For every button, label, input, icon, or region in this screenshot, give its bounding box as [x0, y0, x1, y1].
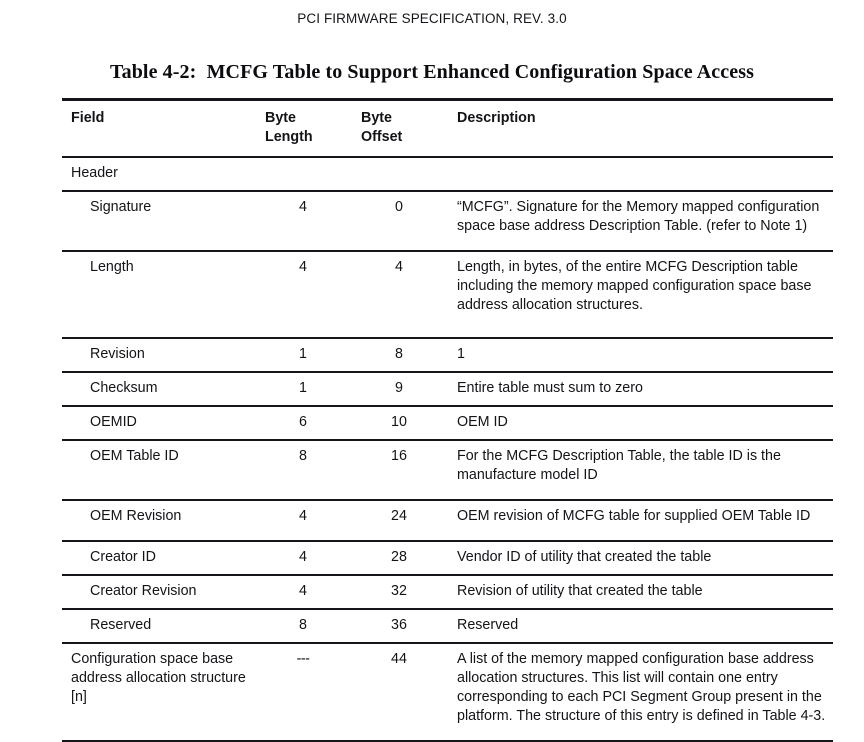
cell-description: [447, 643, 833, 741]
field-name: Signature: [90, 199, 152, 215]
byte-offset-value: 8: [395, 346, 403, 362]
table-row: [62, 541, 833, 575]
byte-length-value: 4: [299, 583, 307, 599]
description-text: Vendor ID of utility that created the table: [457, 549, 712, 565]
column-header-byte-length-line2: Length: [265, 129, 313, 145]
cell-byte-length: [255, 609, 351, 643]
cell-byte-length: [255, 643, 351, 741]
cell-byte-offset: [351, 643, 447, 741]
table-row: [62, 500, 833, 541]
cell-field: [62, 500, 255, 541]
cell-field: [62, 406, 255, 440]
byte-offset-value: 24: [391, 508, 407, 524]
byte-offset-value: 32: [391, 583, 407, 599]
description-text: OEM ID: [457, 414, 508, 430]
cell-field: [62, 251, 255, 338]
cell-byte-offset: [351, 251, 447, 338]
table-row: [62, 191, 833, 251]
table-row: [62, 440, 833, 500]
cell-byte-length: [255, 575, 351, 609]
field-name: Header: [71, 165, 118, 181]
cell-description: [447, 541, 833, 575]
document-running-head: PCI FIRMWARE SPECIFICATION, REV. 3.0: [297, 11, 567, 26]
field-name: Length: [90, 259, 134, 275]
description-text: OEM revision of MCFG table for supplied OEM Table ID: [457, 508, 811, 524]
table-body: [62, 157, 833, 741]
cell-description: [447, 372, 833, 406]
field-name: OEM Revision: [90, 508, 182, 524]
table-row: [62, 251, 833, 338]
table-caption: Table 4-2: MCFG Table to Support Enhanced Configuration Space Access: [109, 61, 754, 83]
cell-byte-offset: [351, 609, 447, 643]
cell-description: [447, 609, 833, 643]
cell-byte-length: [255, 500, 351, 541]
column-header-byte-offset: [351, 101, 447, 157]
cell-byte-length: [255, 157, 351, 191]
byte-length-value: ---: [296, 651, 310, 667]
description-text: A list of the memory mapped configuration base address allocation structures. This list will contain one entry corresponding to each PCI Segment Group present in the platform. The structure of this entry is defined in Table 4-3.: [457, 651, 826, 724]
column-header-byte-length: [255, 101, 351, 157]
column-header-byte-offset-line2: Offset: [361, 129, 403, 145]
byte-length-value: 4: [299, 199, 307, 215]
cell-byte-length: [255, 191, 351, 251]
cell-field: [62, 541, 255, 575]
column-header-field: [62, 101, 255, 157]
field-name: Checksum: [90, 380, 158, 396]
cell-description: [447, 251, 833, 338]
byte-length-value: 4: [299, 508, 307, 524]
column-header-byte-offset-line1: Byte: [361, 110, 392, 126]
mcfg-table: [62, 101, 833, 742]
byte-offset-value: 28: [391, 549, 407, 565]
column-header-field-line1: Field: [71, 110, 105, 126]
byte-offset-value: [351, 158, 447, 171]
table-header-row: [62, 101, 833, 157]
table-container: [62, 98, 833, 742]
field-name: Creator ID: [90, 549, 156, 565]
description-text: Reserved: [457, 617, 519, 633]
field-name: Configuration space base address allocation structure [n]: [71, 651, 246, 705]
byte-offset-value: 0: [395, 199, 403, 215]
table-header: [62, 101, 833, 157]
cell-byte-offset: [351, 406, 447, 440]
field-name: Revision: [90, 346, 145, 362]
field-name: OEM Table ID: [90, 448, 179, 464]
cell-field: [62, 575, 255, 609]
cell-description: [447, 191, 833, 251]
cell-field: [62, 609, 255, 643]
cell-byte-offset: [351, 541, 447, 575]
byte-length-value: 4: [299, 259, 307, 275]
byte-offset-value: 44: [391, 651, 407, 667]
byte-offset-value: 36: [391, 617, 407, 633]
cell-byte-offset: [351, 191, 447, 251]
cell-byte-length: [255, 406, 351, 440]
cell-byte-length: [255, 338, 351, 372]
cell-byte-length: [255, 251, 351, 338]
table-row: [62, 338, 833, 372]
table-row: [62, 406, 833, 440]
description-text: Entire table must sum to zero: [457, 380, 643, 396]
column-header-description-line1: Description: [457, 110, 536, 126]
cell-field: [62, 338, 255, 372]
table-row: [62, 157, 833, 191]
cell-field: [62, 440, 255, 500]
cell-field: [62, 372, 255, 406]
byte-offset-value: 10: [391, 414, 407, 430]
cell-byte-offset: [351, 157, 447, 191]
byte-length-value: 4: [299, 549, 307, 565]
table-row: [62, 643, 833, 741]
cell-byte-offset: [351, 372, 447, 406]
byte-length-value: 6: [299, 414, 307, 430]
cell-field: [62, 157, 255, 191]
cell-description: [447, 500, 833, 541]
column-header-description: [447, 101, 833, 157]
cell-description: [447, 440, 833, 500]
cell-byte-length: [255, 541, 351, 575]
byte-length-value: 8: [299, 448, 307, 464]
column-header-byte-length-line1: Byte: [265, 110, 296, 126]
description-text: Length, in bytes, of the entire MCFG Description table including the memory mapped configuration space base address allocation structures.: [457, 259, 812, 313]
field-name: Creator Revision: [90, 583, 197, 599]
byte-length-value: 1: [299, 380, 307, 396]
cell-byte-offset: [351, 440, 447, 500]
table-row: [62, 575, 833, 609]
table-row: [62, 372, 833, 406]
cell-byte-length: [255, 440, 351, 500]
cell-byte-offset: [351, 500, 447, 541]
description-text: Revision of utility that created the table: [457, 583, 703, 599]
description-text: “MCFG”. Signature for the Memory mapped configuration space base address Description Table. (refer to Note 1): [457, 199, 820, 234]
byte-offset-value: 16: [391, 448, 407, 464]
cell-description: [447, 575, 833, 609]
table-row: [62, 609, 833, 643]
cell-description: [447, 157, 833, 191]
cell-field: [62, 191, 255, 251]
byte-offset-value: 9: [395, 380, 403, 396]
field-name: OEMID: [90, 414, 137, 430]
cell-description: [447, 338, 833, 372]
cell-byte-length: [255, 372, 351, 406]
cell-byte-offset: [351, 575, 447, 609]
cell-description: [447, 406, 833, 440]
description-text: For the MCFG Description Table, the table ID is the manufacture model ID: [457, 448, 781, 483]
description-text: 1: [457, 346, 465, 362]
description-text: [447, 158, 833, 171]
byte-length-value: 8: [299, 617, 307, 633]
field-name: Reserved: [90, 617, 152, 633]
byte-length-value: 1: [299, 346, 307, 362]
cell-byte-offset: [351, 338, 447, 372]
cell-field: [62, 643, 255, 741]
byte-length-value: [255, 158, 351, 171]
byte-offset-value: 4: [395, 259, 403, 275]
